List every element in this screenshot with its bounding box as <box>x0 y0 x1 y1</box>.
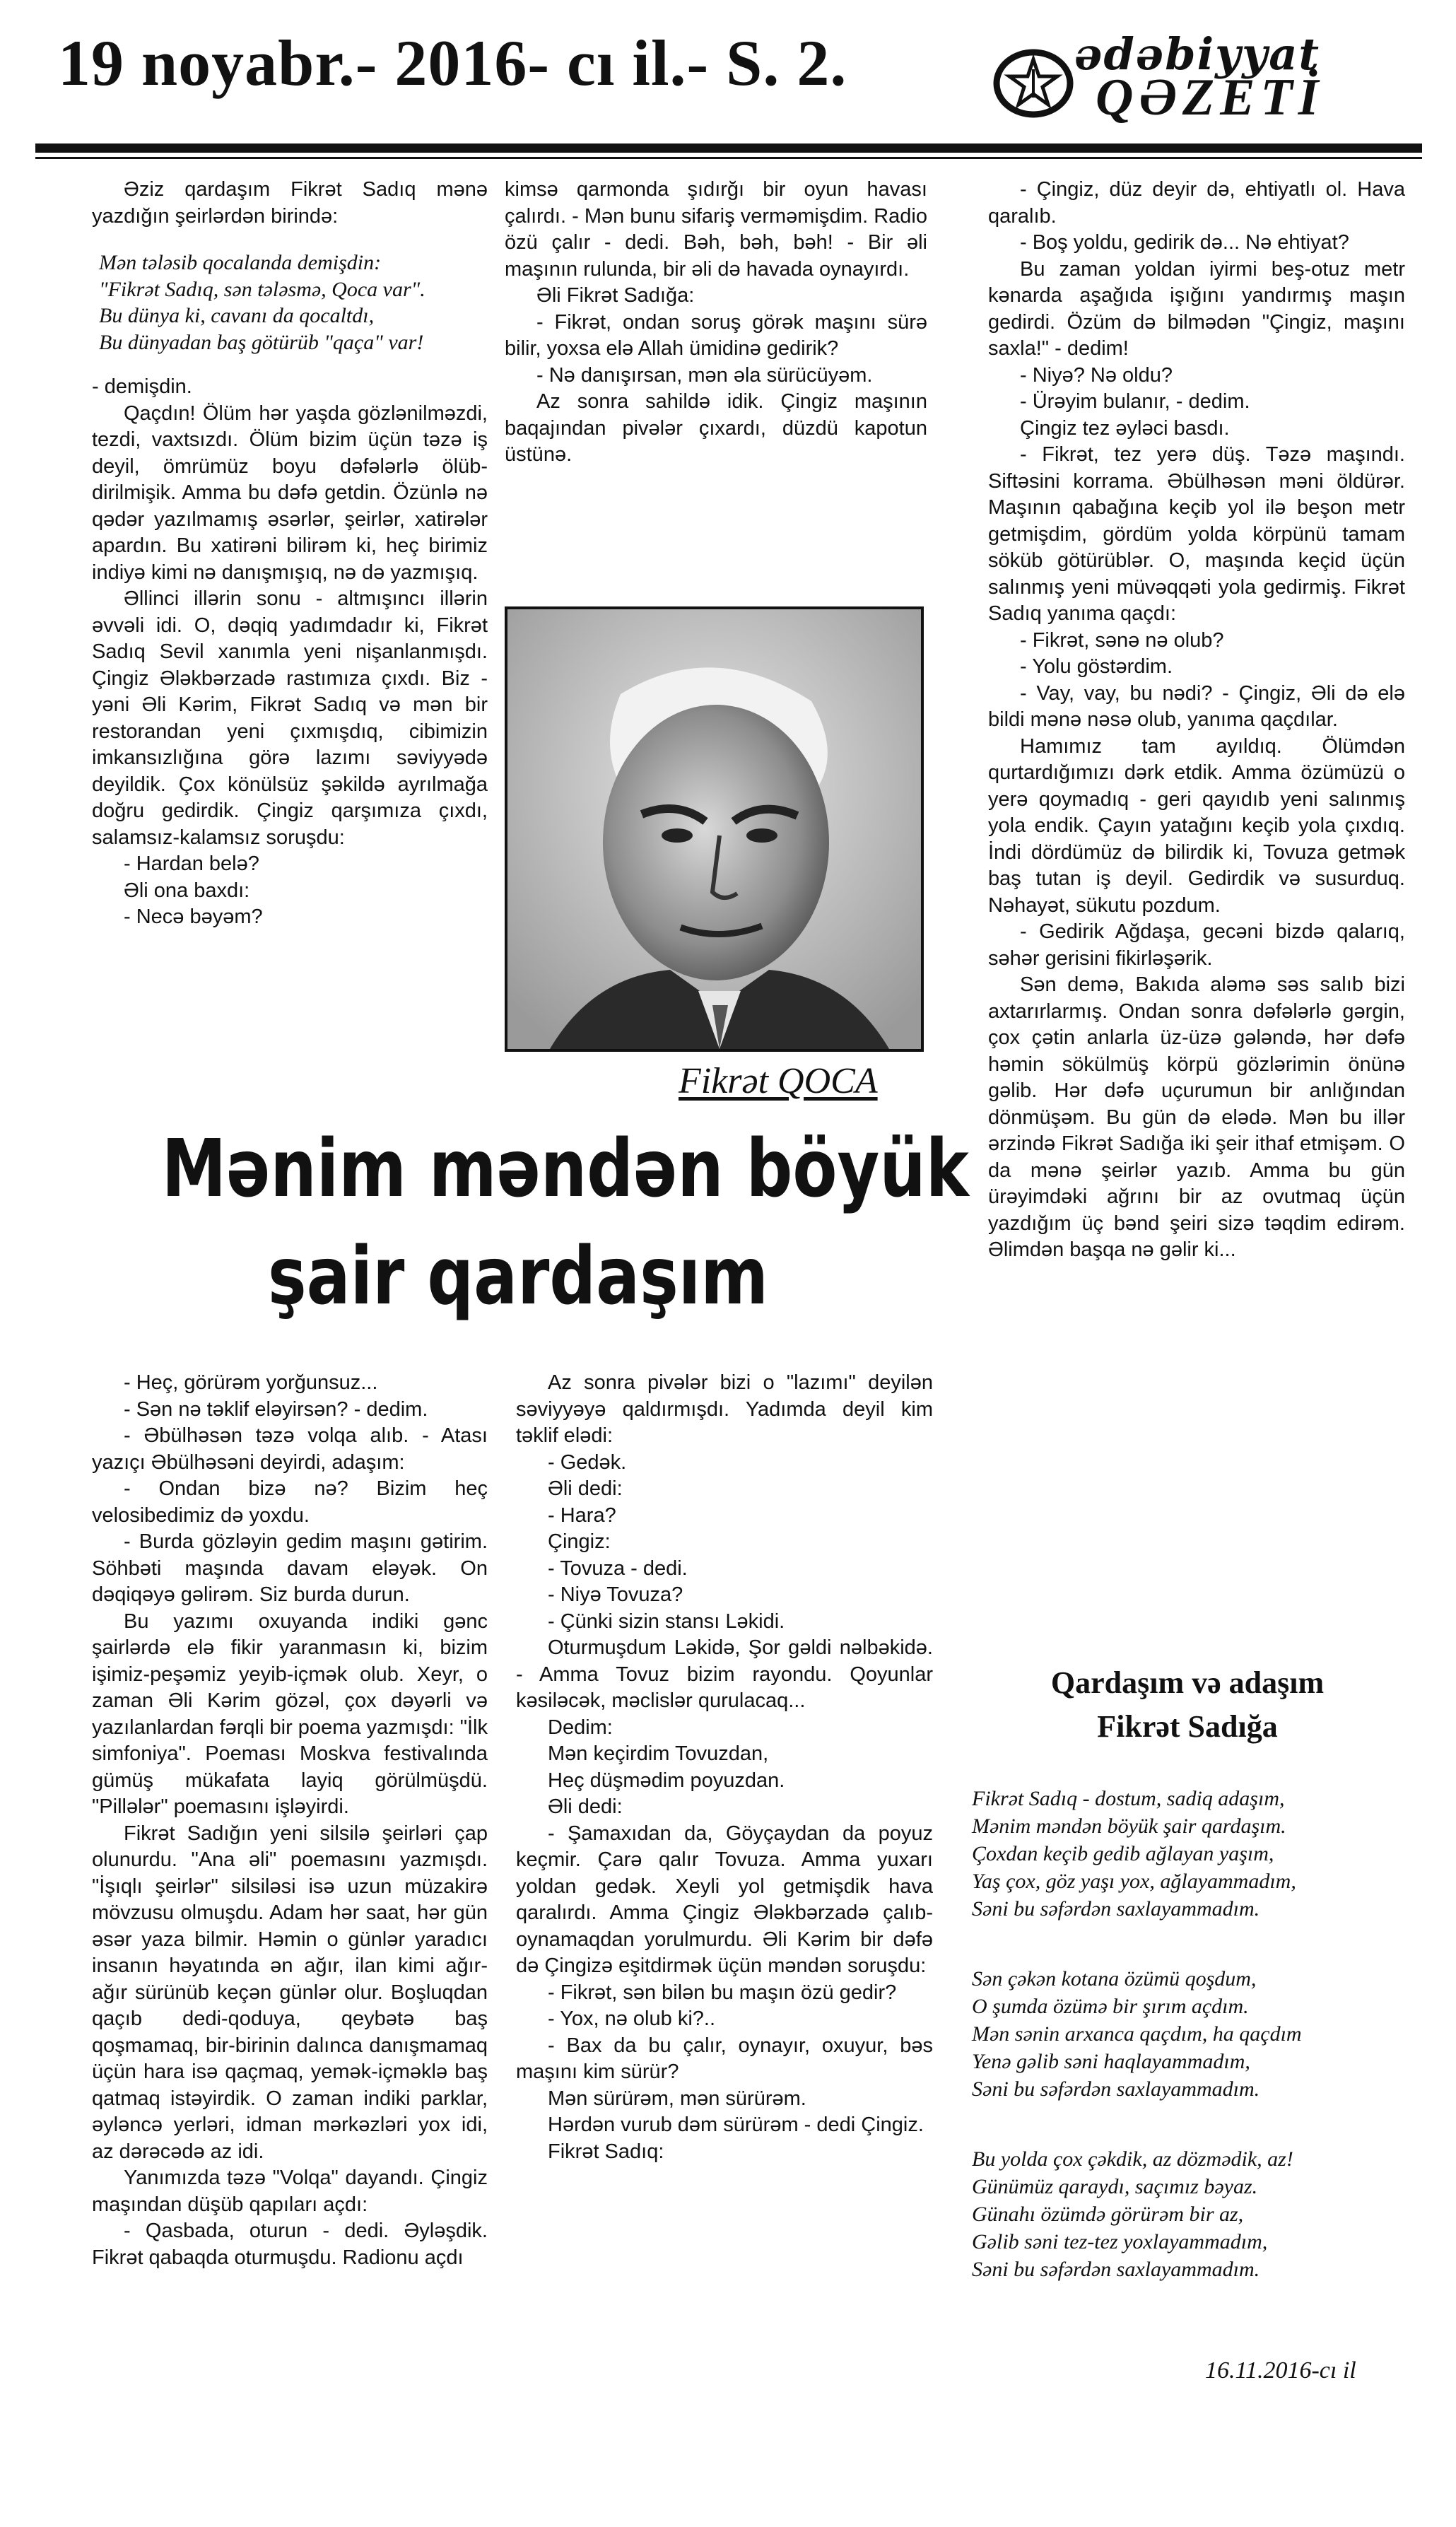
poem-line: Fikrət Sadıq - dostum, sadiq adaşım, <box>972 1787 1285 1810</box>
paragraph: - Əbülhəsən təzə volqa alıb. - Atası yazıçı Əbülhəsəni deyirdi, adaşım: <box>92 1424 488 1474</box>
poem-line: Mən sənin arxanca qaçdım, ha qaçdım <box>972 2022 1302 2046</box>
newspaper-logo <box>990 28 1385 134</box>
poem-line: Sən çəkən kotana özümü qoşdum, <box>972 1967 1257 1990</box>
poem-title-line-2: Fikrət Sadığa <box>1097 1709 1278 1744</box>
paragraph: - Bax da bu çalır, oynayır, oxuyur, bəs maşını kim sürür? <box>516 2034 933 2083</box>
poem-line: Mənim məndən böyük şair qardaşım. <box>972 1814 1286 1838</box>
paragraph: - Tovuza - dedi. <box>548 1556 688 1580</box>
author-byline: Fikrət QOCA <box>679 1061 878 1101</box>
paragraph: - Fikrət, sən bilən bu maşın özü gedir? <box>548 1981 897 2004</box>
paragraph: Az sonra pivələr bizi o "lazımı" deyilən səviyyəyə qaldırmışdı. Yadımda deyil kim təklif elədi: <box>516 1371 933 1447</box>
paragraph: Az sonra sahildə idik. Çingiz maşının baqajından pivələr çıxardı, düzdü kapotun üstünə. <box>505 390 927 466</box>
paragraph: - Vay, vay, bu nədi? - Çingiz, Əli də elə bildi mənə nəsə olub, yanıma qaçdılar. <box>988 681 1405 731</box>
poem-stanza <box>972 1965 1424 2103</box>
masthead-rule-thin <box>35 157 1422 159</box>
paragraph: Çingiz tez əyləci basdı. <box>1020 416 1230 440</box>
paragraph: - Boş yoldu, gedirik də... Nə ehtiyat? <box>1020 231 1349 254</box>
poem-line: Səni bu səfərdən saxlayammadım. <box>972 2077 1260 2101</box>
paragraph: - Hara? <box>548 1503 616 1527</box>
paragraph: Əli dedi: <box>548 1795 623 1818</box>
article-headline <box>161 1115 969 1330</box>
paragraph: Oturmuşdum Ləkidə, Şor gəldi nəlbəkidə. - Amma Tovuz bizim rayondu. Qoyunlar kəsiləcək, məclislər qurulacaq... <box>516 1636 933 1712</box>
poem-title-line-1: Qardaşım və adaşım <box>1050 1665 1325 1700</box>
paragraph: - Necə bəyəm? <box>124 905 263 928</box>
paragraph: Fikrət Sadıq: <box>548 2140 664 2163</box>
paragraph: Dedim: <box>548 1716 613 1739</box>
column-1-top <box>92 177 488 931</box>
portrait-image <box>507 609 921 1049</box>
poem-body <box>972 1785 1424 2326</box>
paragraph: - Ondan bizə nə? Bizim heç velosibedimiz də yoxdu. <box>92 1477 488 1527</box>
paragraph: - Nə danışırsan, mən əla sürücüyəm. <box>536 363 873 387</box>
poem-stanza <box>972 1785 1424 1923</box>
poem-line: Günahı özümdə görürəm bir az, <box>972 2203 1244 2226</box>
poem-line: Günümüz qaraydı, saçımız bəyaz. <box>972 2175 1258 2198</box>
verse-line: Bu dünya ki, cavanı da qocaltdı, <box>99 304 375 327</box>
paragraph: - Niyə? Nə oldu? <box>1020 363 1173 387</box>
poem-line: Səni bu səfərdən saxlayammadım. <box>972 1897 1260 1921</box>
paragraph: - Fikrət, ondan soruş görək maşını sürə bilir, yoxsa elə Allah ümidinə gedirik? <box>505 310 927 360</box>
intro-paragraph: Əziz qardaşım Fikrət Sadıq mənə yazdığın şeirlərdən birində: <box>92 178 488 228</box>
paragraph: - demişdin. <box>92 375 192 398</box>
poem-line: Yaş çox, göz yaşı yox, ağlayammadım, <box>972 1870 1296 1893</box>
poem-stanza <box>972 2145 1424 2283</box>
paragraph: kimsə qarmonda şıdırğı bir oyun havası çalırdı. - Mən bunu sifariş verməmişdim. Radio özü çalır - dedi. Bəh, bəh, bəh! - Bir əli maşının rulunda, bir əli də havada oynayırdı. <box>505 178 927 281</box>
paragraph: Bu yazımı oxuyanda indiki gənc şairlərdə elə fikir yaranmasın ki, bizim işimiz-peşəmiz yeyib-içmək olub. Xeyr, o zaman Əli Kərim gözəl, çox dəyərli və yazılanlardan fərqli bir poema yazmışdı: "İlk simfoniya". Poeması Moskva festivalında gümüş mükafata layiq görülmüşdü. "Pillələr" poemasını işləyirdi. <box>92 1610 488 1818</box>
verse-line: Mən tələsib qocalanda demişdin: <box>99 251 382 274</box>
poem-line: Gəlib səni tez-tez yoxlayammadım, <box>972 2230 1268 2253</box>
paragraph: - Yox, nə olub ki?.. <box>548 2007 715 2030</box>
paragraph: Sən demə, Bakıda aləmə səs salıb bizi axtarırlarmış. Ondan sonra dəfələrlə gərgin, çox çətin anlarla üz-üzə gələndə, hər dəfə həmin sökülmüş körpü gözlərimin önünə gəlib. Hər dəfə uçurumun bir anlığından dönmüşəm. Bu gün də elədə. Mən bu illər ərzində Fikrət Sadığa iki şeir ithaf etmişəm. O da mənə şeirlər yazıb. Amma bu gün ürəyimdəki ağrını bir az ovutmaq üçün yazdığım üç bənd şeiri sizə təqdim edirəm. Əlimdən başqa nə gəlir ki... <box>988 973 1405 1261</box>
paragraph: Bu zaman yoldan iyirmi beş-otuz metr kənarda aşağıda işığını yandırmış maşın gedirdi. Özüm də bilmədən "Çingiz, maşını saxla!" - dedim! <box>988 257 1405 360</box>
paragraph: Qaçdın! Ölüm hər yaşda gözlənilməzdi, tezdi, vaxtsızdı. Ölüm bizim üçün təzə iş deyil, ömrümüz boyu dəfələrlə ölüb-dirilmişik. Amma bu dəfə getdin. Özünlə nə qədər yazılmamış əsərlər, şeirlər, xatirələr apardın. Bu xatirəni bilirəm ki, heç birimiz indiyə kimi nə danışmışıq, nə də yazmışıq. <box>92 401 488 584</box>
paragraph: - Şamaxıdan da, Göyçaydan da poyuz keçmir. Çarə qalır Tovuza. Amma yuxarı yoldan gedək. Xeyli yol getmişdik hava qaralırdı. Amma Çingiz Ələkbərzadə çalıb-oynamaqdan yorulmurdu. Əli Kərim bir dəfə də Çingizə eşitdirmək üçün məndən soruşdu: <box>516 1822 933 1977</box>
paragraph: Əli Fikrət Sadığa: <box>536 284 695 307</box>
paragraph: - Heç, görürəm yorğunsuz... <box>124 1371 378 1394</box>
author-photo <box>505 606 924 1052</box>
paragraph: - Sən nə təklif eləyirsən? - dedim. <box>124 1397 428 1421</box>
paragraph: - Qasbada, oturun - dedi. Əyləşdik. Fikrət qabaqda oturmuşdu. Radionu açdı <box>92 2220 488 2269</box>
paragraph: Əli dedi: <box>548 1477 623 1500</box>
paragraph: Çingiz: <box>548 1530 611 1553</box>
verse-line: Bu dünyadan baş götürüb "qaça" var! <box>99 330 424 354</box>
paragraph: - Gedək. <box>548 1450 627 1474</box>
logo-emblem-icon <box>990 44 1081 122</box>
logo-wordmark-top: ədəbiyyat <box>1074 28 1321 80</box>
paragraph: - Ürəyim bulanır, - dedim. <box>1020 390 1250 413</box>
paragraph: - Çingiz, düz deyir də, ehtiyatlı ol. Hava qaralıb. <box>988 178 1405 228</box>
verse-line: "Fikrət Sadıq, sən tələsmə, Qoca var". <box>99 277 425 301</box>
paragraph: Hamımız tam ayıldıq. Ölümdən qurtardığımızı dərk etdik. Amma özümüzü o yerə qoymadıq - geri qayıdıb yeni salınmış yola endik. Çayın yatağını keçib yola çıxdıq. İndi dördümüz də bilirdik ki, Tovuza getmək baş tutan iş deyil. Gedirdik və susurduq. Nəhayət, sükutu pozdum. <box>988 734 1405 917</box>
column-1-bottom <box>92 1370 488 2271</box>
paragraph: - Yolu göstərdim. <box>1020 655 1173 678</box>
poem-line: Çoxdan keçib gedib ağlayan yaşım, <box>972 1842 1274 1865</box>
poem-line: Səni bu səfərdən saxlayammadım. <box>972 2258 1260 2281</box>
poem-title <box>961 1661 1414 1749</box>
paragraph: Hərdən vurub dəm sürürəm - dedi Çingiz. <box>548 2113 924 2136</box>
column-2-bottom <box>516 1370 933 2165</box>
paragraph: - Burda gözləyin gedim maşını gətirim. Söhbəti maşında davam eləyək. On dəqiqəyə gəlirəm. Siz burda durun. <box>92 1530 488 1606</box>
paragraph: - Gedirik Ağdaşa, gecəni bizdə qalarıq, səhər gerisini fikirləşərik. <box>988 920 1405 970</box>
paragraph: - Niyə Tovuza? <box>548 1583 683 1606</box>
masthead-rule-thick <box>35 143 1422 153</box>
headline-line-1: Mənim məndən böyük <box>161 1123 969 1215</box>
paragraph: - Çünki sizin stansı Ləkidi. <box>548 1610 785 1633</box>
paragraph: Mən sürürəm, mən sürürəm. <box>548 2087 806 2110</box>
quoted-verse <box>99 250 488 356</box>
poem-line: O şumda özümə bir şırım açdım. <box>972 1995 1249 2018</box>
issue-date-line: 19 noyabr.- 2016- cı il.- S. 2. <box>58 27 847 99</box>
logo-wordmark-bottom: QƏZETİ <box>1096 69 1325 127</box>
paragraph: - Hardan belə? <box>124 852 259 875</box>
paragraph: - Fikrət, sənə nə olub? <box>1020 628 1224 652</box>
column-2-top <box>505 177 927 469</box>
paragraph: Mən keçirdim Tovuzdan, <box>548 1742 769 1765</box>
paragraph: Əllinci illərin sonu - altmışıncı illərin əvvəli idi. O, dəqiq yadımdadır ki, Fikrət Sadıq Sevil xanımla yeni nişanlanmışdı. Çingiz Ələkbərzadə rastımıza çıxdı. Biz - yəni Əli Kərim, Fikrət Sadıq və mən bir restorandan yeni çıxmışdıq, cibimizin imkansızlığına görə lazımı səviyyədə deyildik. Çox könülsüz şəkildə ayrılmağa doğru gedirdik. Çingiz qarşımıza çıxdı, salamsız-kalamsız soruşdu: <box>92 587 488 849</box>
headline-line-2: şair qardaşım <box>268 1231 768 1323</box>
paragraph: Əli ona baxdı: <box>124 879 250 902</box>
poem-line: Yenə gəlib səni haqlayammadım, <box>972 2050 1250 2073</box>
paragraph: Fikrət Sadığın yeni silsilə şeirləri çap olunurdu. "Ana əli" poemasını yazmışdı. "İşıqlı şeirlər" silsiləsi isə uzun müzakirə mövzusu olmuşdu. Adam hər saat, hər gün əsər yaza bilmir. Həmin o günlər yaradıcı insanın həyatında ən ağır, ilan kimi ağır-ağır sürünüb keçən günlər olur. Boşluqdan qaçıb dedi-qoduya, qeybətə baş qoşmamaq, bir-birinin dalınca danışmamaq üçün hara isə qaçmaq, yemək-içməklə baş qatmaq istəyirdik. O zaman indiki parklar, əyləncə yerləri, idman mərkəzləri yox idi, az dərəcədə az idi. <box>92 1822 488 2163</box>
paragraph: Yanımızda təzə "Volqa" dayandı. Çingiz maşından düşüb qapıları açdı: <box>92 2167 488 2216</box>
paragraph: - Fikrət, tez yerə düş. Təzə maşındı. Siftəsini korrama. Əbülhəsən məni öldürər. Maşının qabağına keçib yol ilə beşon metr getmişdim, gördüm yolda körpünü tamam söküb götürüblər. O, maşında keçid üçün salınmış yeni müvəqqəti yola gedirmiş. Fikrət Sadıq yanıma qaçdı: <box>988 443 1405 625</box>
paragraph: Heç düşmədim poyuzdan. <box>548 1769 785 1792</box>
poem-date: 16.11.2016-cı il <box>1205 2357 1356 2384</box>
column-3 <box>988 177 1405 1264</box>
poem-line: Bu yolda çox çəkdik, az dözmədik, az! <box>972 2147 1293 2171</box>
